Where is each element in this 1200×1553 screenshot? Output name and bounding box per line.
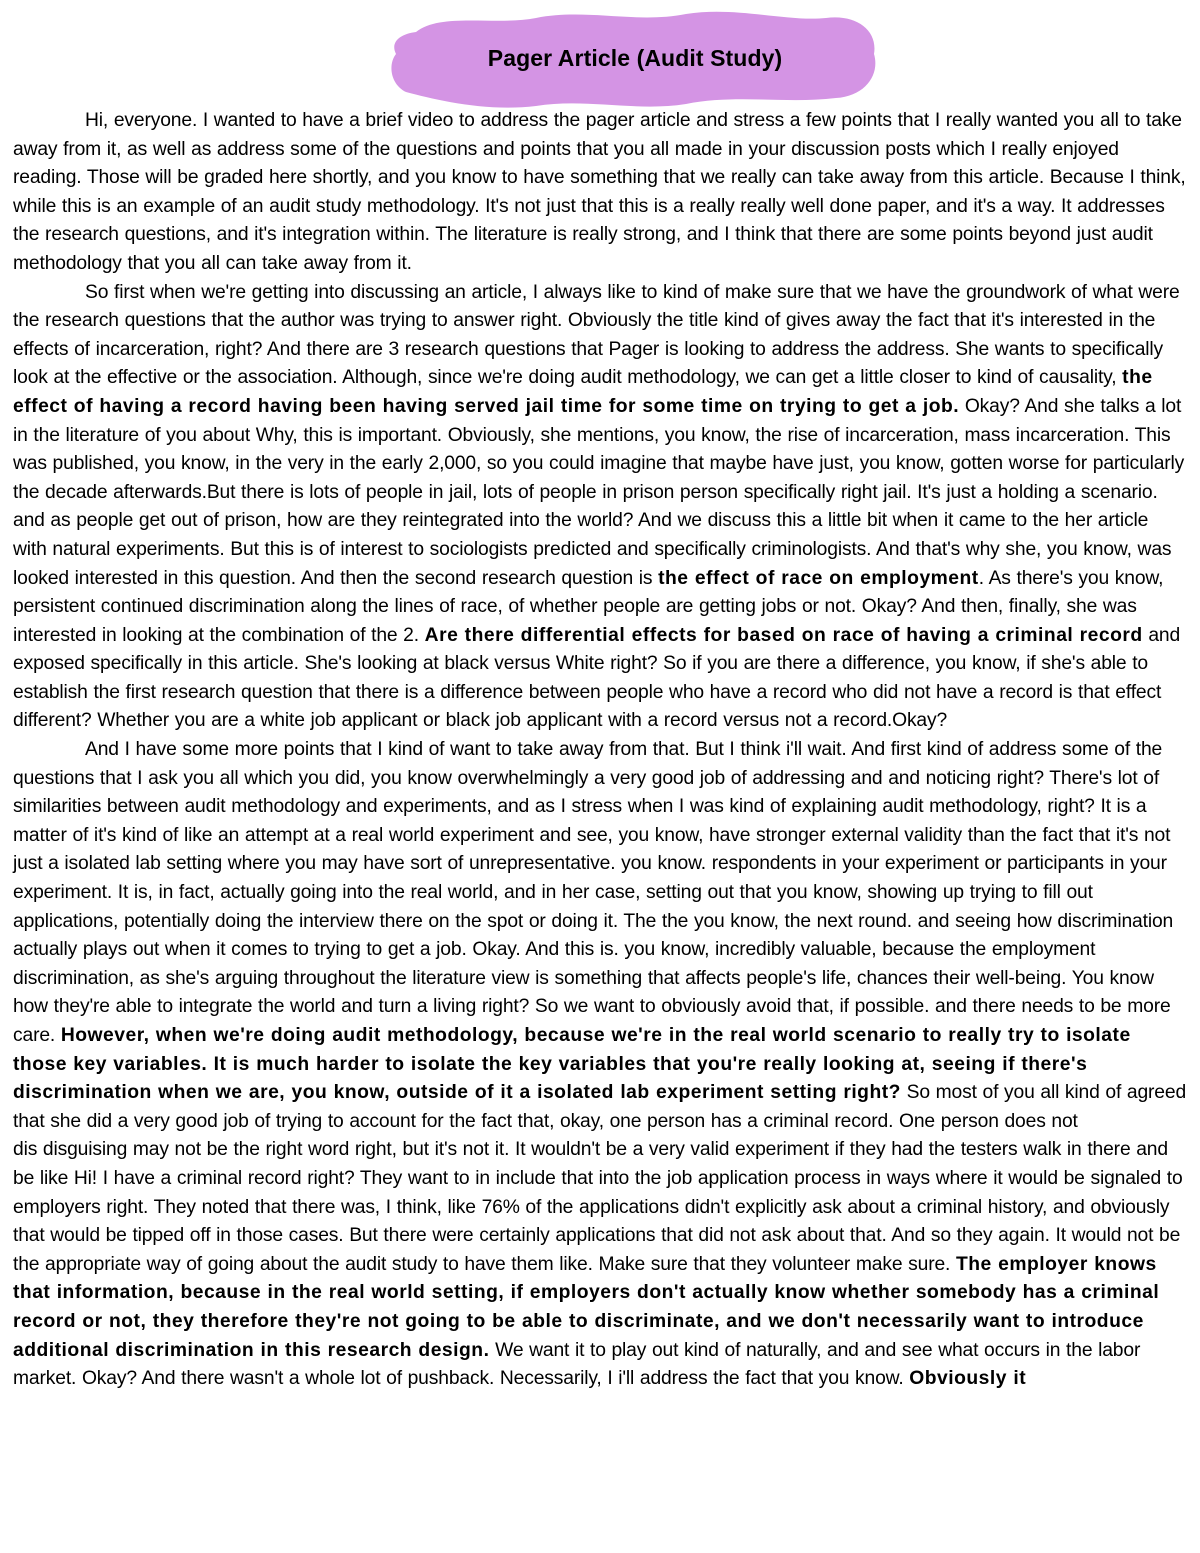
document-body	[13, 107, 1187, 1394]
bold-emphasis-text: the effect of having a record having been having served jail time for some time on trying to get a job.	[13, 367, 1153, 417]
paragraph-text: So most of you all kind of agreed that she did a very good job of trying to account for the fact that, okay, one person has a criminal record. One person does not	[13, 1082, 1187, 1132]
body-paragraph	[13, 107, 1187, 279]
body-paragraph	[13, 279, 1187, 737]
body-paragraph	[13, 1136, 1187, 1393]
document-title: Pager Article (Audit Study)	[487, 45, 783, 71]
bold-emphasis-text: The employer knows that information, because in the real world setting, if employers don't actually know whether somebody has a criminal record or not, they therefore they're not going to be able to discriminate, and we don't necessarily want to introduce additional discrimination in this research design.	[13, 1253, 1160, 1361]
paragraph-text: And I have some more points that I kind of want to take away from that. But I think i'll wait. And first kind of address some of the questions that I ask you all which you did, you know overwhelmingly a very good job of addressing and and noticing right? There's lot of similarities between audit methodology and experiments, and as I stress when I was kind of explaining audit methodology, right? It is a matter of it's kind of like an attempt at a real world experiment and see, you know, have stronger external validity than the fact that it's not just a isolated lab setting where you may have sort of unrepresentative. you know. respondents in your experiment or participants in your experiment. It is, in fact, actually going into the real world, and in her case, setting out that you know, showing up trying to fill out applications, potentially doing the interview there on the spot or doing it. The the you know, the next round. and seeing how discrimination actually plays out when it comes to trying to get a job. Okay. And this is. you know, incredibly valuable, because the employment discrimination, as she's arguing throughout the literature view is something that affects people's life, chances their well-being. You know how they're able to integrate the world and turn a living right? So we want to obviously avoid that, if possible. and there needs to be more care.	[13, 739, 1174, 1046]
paragraph-text: So first when we're getting into discussing an article, I always like to kind of make sure that we have the groundwork of what were the research questions that the author was trying to answer right. Obviously the title kind of gives away the fact that it's interested in the effects of incarceration, right? And there are 3 research questions that Pager is looking to address the address. She wants to specifically look at the effective or the association. Although, since we're doing audit methodology, we can get a little closer to kind of causality,	[13, 281, 1180, 389]
bold-emphasis-text: Are there differential effects for based on race of having a criminal record	[424, 624, 1143, 646]
paragraph-text: dis disguising may not be the right word right, but it's not it. It wouldn't be a very valid experiment if they had the testers walk in there and be like Hi! I have a criminal record right? They want to in include that into the job application process in ways where it would be signaled to employers right. They noted that there was, I think, like 76% of the applications didn't explicitly ask about a criminal history, and obviously that would be tipped off in those cases. But there were certainly applications that did not ask about that. And so they again. It would not be the appropriate way of going about the audit study to have them like. Make sure that they volunteer make sure.	[13, 1139, 1183, 1275]
paragraph-text: and exposed specifically in this article. She's looking at black versus White right? So if you are there a difference, you know, if she's able to establish the first research question that there is a difference between people who have a record who did not have a record is that effect different? Whether you are a white job applicant or black job applicant with a record versus not a record.Okay?	[13, 624, 1181, 732]
paragraph-text: Hi, everyone. I wanted to have a brief video to address the pager article and stress a few points that I really wanted you all to take away from it, as well as address some of the questions and points that you all made in your discussion posts which I really enjoyed reading. Those will be graded here shortly, and you know to have something that we really can take away from this article. Because I think, while this is an example of an audit study methodology. It's not just that this is a really really well done paper, and it's a way. It addresses the research questions, and it's integration within. The literature is really strong, and I think that there are some points beyond just audit methodology that you all can take away from it.	[13, 110, 1186, 274]
paragraph-text: Okay? And she talks a lot in the literature of you about Why, this is important. Obviously, she mentions, you know, the rise of incarceration, mass incarceration. This was published, you know, in the very in the early 2,000, so you could imagine that maybe have just, you know, gotten worse for particularly the decade afterwards.But there is lots of people in jail, lots of people in prison person specifically right jail. It's just a holding a scenario. and as people get out of prison, how are they reintegrated into the world? And we discuss this a little bit when it came to the her article with natural experiments. But this is of interest to sociologists predicted and specifically criminologists. And that's why she, you know, was looked interested in this question. And then the second research question is	[13, 395, 1185, 589]
bold-emphasis-text: the effect of race on employment	[658, 567, 979, 589]
bold-emphasis-text: However, when we're doing audit methodology, because we're in the real world scenario to really try to isolate those key variables. It is much harder to isolate the key variables that you're really looking at, seeing if there's discrimination when we are, you know, outside of it a isolated lab experiment setting right?	[13, 1025, 1131, 1104]
paragraph-text: We want it to play out kind of naturally, and and see what occurs in the labor market. Okay? And there wasn't a whole lot of pushback. Necessarily, I i'll address the fact that you know.	[13, 1339, 1141, 1390]
bold-emphasis-text: Obviously it	[909, 1368, 1027, 1390]
body-paragraph	[13, 736, 1187, 1136]
paragraph-text: . As there's you know, persistent continued discrimination along the lines of race, of whether people are getting jobs or not. Okay? And then, finally, she was interested in looking at the combination of the 2.	[13, 567, 1164, 646]
